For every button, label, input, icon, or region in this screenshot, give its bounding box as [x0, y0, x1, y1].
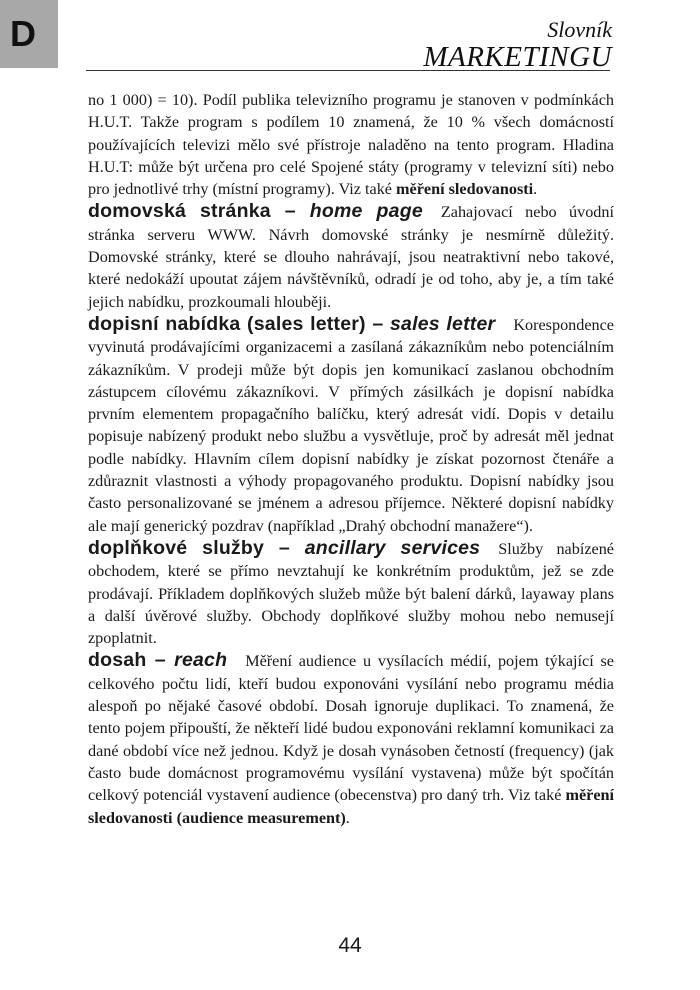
entry-term [88, 313, 495, 335]
cross-reference: měření sledovanosti (audience measurement) [88, 786, 615, 827]
term-cz: dosah – [88, 649, 166, 672]
entry-doplnkove-sluzby [88, 537, 614, 649]
entry-definition: Zahajovací nebo úvodní stránka serveru WWW. Návrh domovské stránky je nesmírně důležitý. Domovské stránky, které se dlouho nahrávají, jsou neatraktivní nebo takové, které nedokáží upoutat zájem návštěvníků, odradí je od toho, aby je, a tím také jejich nabídku, prozkoumali hlouběji. [88, 203, 614, 311]
punctuation: . [533, 180, 538, 199]
entry-dosah [88, 649, 614, 828]
section-letter: D [10, 13, 36, 54]
running-header [423, 18, 612, 72]
continued-entry [88, 89, 614, 200]
term-cz: doplňkové služby – [88, 536, 290, 559]
term-en: sales letter [390, 312, 496, 335]
cross-reference: měření sledovanosti [396, 180, 534, 199]
term-en: home page [309, 200, 423, 223]
header-title-line1: Slovník [547, 17, 612, 42]
header-title-line2: MARKETINGU [423, 41, 612, 73]
entry-definition: Korespondence vyvinutá prodávajícími organizacemi a zasílaná zákazníkům nebo potenciálním zákazníkům. V prodeji může být dopis jen komunikací zaslanou obchodním zástupcem cílovému zákazníkovi. V přímých zásilkách je dopisní nabídka prvním elementem propagačního balíčku, který adresát vidí. Dopis v detailu popisuje nabízený produkt nebo službu a vysvětluje, proč by adresát měl jednat podle nabídky. Hlavním cílem dopisní nabídky je získat pozornost čtenáře a zdůraznit vlastnosti a výhody propagovaného produktu. Dopisní nabídky jsou často personalizované se jménem a adresou příjemce. Některé dopisní nabídky ale mají generický pozdrav (například „Drahý obchodní manažere“). [88, 315, 614, 535]
term-en: reach [174, 649, 228, 672]
term-cz: dopisní nabídka (sales letter) – [88, 312, 384, 335]
entry-domovska-stranka [88, 200, 614, 312]
punctuation: . [345, 808, 350, 827]
term-en: ancillary services [304, 536, 481, 559]
entry-dopisni-nabidka [88, 313, 614, 537]
entry-term [88, 537, 480, 559]
entry-term [88, 200, 423, 222]
entry-definition: Měření audience u vysílacích médií, pojem týkající se celkového počtu lidí, kteří budou exponováni vysílání nebo programu média alespoň po nějaké časové období. Dosah ignoruje duplikaci. To znamená, že tento pojem připouští, že někteří lidé budou exponováni reklamní komunikaci za dané období více než jednou. Když je dosah vynásoben četností (frequency) (jak často bude domácnost programovému vysílání vystavena) může být spočítán celkový potenciál vystavení audience (obecenstva) pro daný trh. Viz také [88, 652, 614, 805]
page-number: 44 [338, 934, 362, 957]
continued-entry-text: no 1 000) = 10). Podíl publika televizního programu je stanoven v podmínkách H.U.T. Takže program s podílem 10 znamená, že 10 % všech domácností používajících televizi mělo své přístroje naladěno na tento program. Hladina H.U.T: může být určena pro celé Spojené státy (programy v televizní síti) nebo pro jednotlivé trhy (místní programy). Viz také [88, 91, 614, 199]
entry-term [88, 649, 227, 671]
entry-definition: Služby nabízené obchodem, které se přímo nevztahují ke konkrétním produktům, jež se zde prodávají. Příkladem doplňkových služeb může být balení dárků, layaway plans a další úvěrové služby. Obchody doplňkové služby mohou nebo nemusejí zpoplatnit. [88, 539, 614, 648]
header-divider [86, 70, 610, 71]
term-cz: domovská stránka – [88, 200, 296, 223]
section-letter-tab [0, 0, 58, 68]
dictionary-content [88, 89, 614, 829]
